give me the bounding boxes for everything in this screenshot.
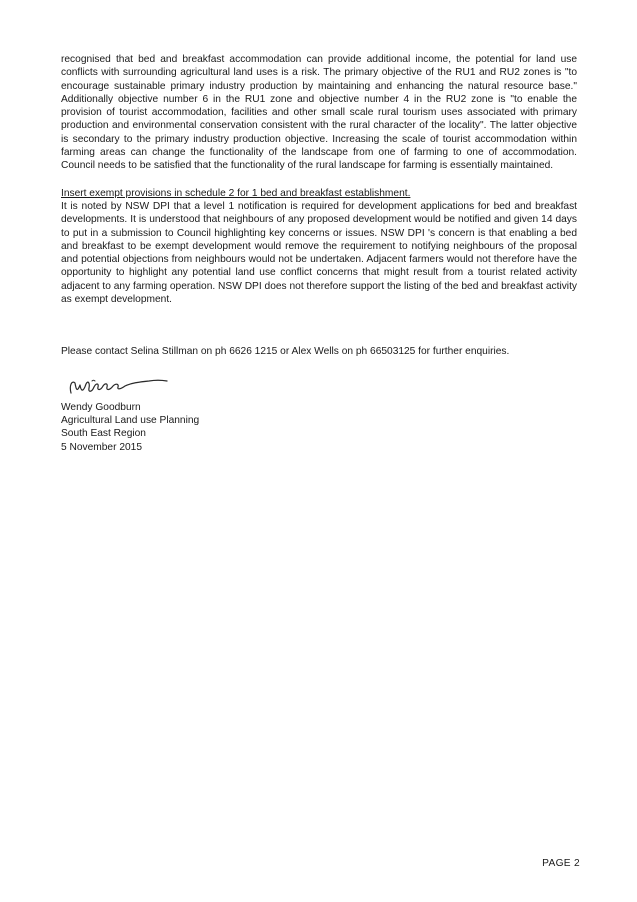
signatory-title: Agricultural Land use Planning — [61, 414, 200, 426]
spacer — [61, 359, 577, 371]
signatory-name: Wendy Goodburn — [61, 401, 141, 413]
spacer — [61, 173, 577, 187]
paragraph-exempt-provisions: It is noted by NSW DPI that a level 1 notification is required for development applications for bed and breakfast developments. It is understood that neighbours of any proposed development would be notified and given 14 days to put in a submission to Council highlighting key concerns or issues. NSW DPI 's concern is that enabling a bed and breakfast to be exempt development would remove the requirement to notifying neighbours of the proposal and potential objections from neighbours would not be undertaken. Adjacent farmers would not therefore have the opportunity to highlight any potential land use conflict concerns that might result from a tourist related activity adjacent to any farming operation. NSW DPI does not therefore support the listing of the bed and breakfast activity as exempt development. — [61, 200, 577, 306]
document-body — [61, 53, 577, 454]
handwritten-signature — [63, 371, 173, 401]
section-heading: Insert exempt provisions in schedule 2 for 1 bed and breakfast establishment. — [61, 187, 411, 199]
paragraph-land-use-conflicts: recognised that bed and breakfast accommodation can provide additional income, the potential for land use conflicts with surrounding agricultural land uses is a risk. The primary objective of the RU1 and RU2 zones is "to encourage sustainable primary industry production by maintaining and enhancing the natural resource base." Additionally objective number 6 in the RU1 zone and objective number 4 in the RU2 zone is "to enable the provision of tourist accommodation, facilities and other small scale rural tourism uses associated with primary production and environmental conservation consistent with the rural character of the locality". The latter objective is secondary to the primary industry production objective. Increasing the scale of tourist accommodation within farming areas can change the functionality of the landscape from one of farming to one of accommodation. Council needs to be satisfied that the functionality of the rural landscape for farming is essentially maintained. — [61, 54, 577, 172]
page-number: PAGE 2 — [542, 858, 580, 869]
spacer — [61, 306, 577, 345]
signature-block — [61, 401, 577, 454]
signatory-region: South East Region — [61, 428, 146, 440]
letter-date: 5 November 2015 — [61, 441, 142, 453]
contact-paragraph: Please contact Selina Stillman on ph 6626 1215 or Alex Wells on ph 66503125 for further enquiries. — [61, 346, 510, 358]
